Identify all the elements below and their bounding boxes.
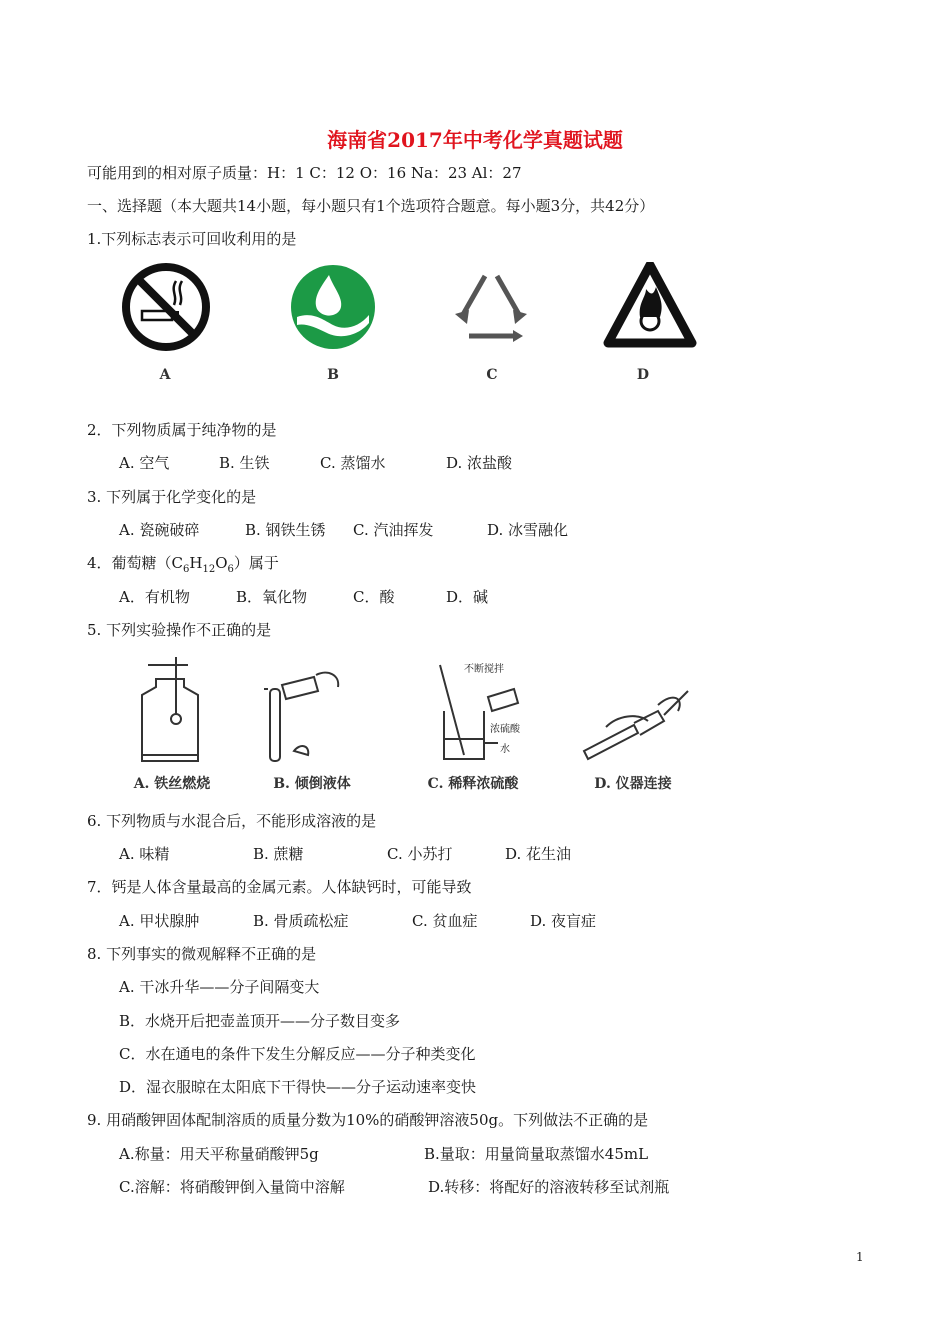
q5-label-c: C. 稀释浓硫酸 [427, 776, 519, 792]
water-saving-sign-icon [291, 265, 375, 349]
q4-stem-post: ）属于 [233, 554, 279, 572]
q8-option-b: B．水烧开后把壶盖顶开——分子数目变多 [119, 1012, 401, 1030]
q4-sub-o: 6 [227, 564, 234, 575]
question-6-stem: 6. 下列物质与水混合后，不能形成溶液的是 [87, 812, 377, 830]
oxidizer-warning-sign-icon [608, 265, 692, 343]
q5-label-a: A. 铁丝燃烧 [133, 776, 211, 792]
q5-label-b: B. 倾倒液体 [273, 776, 351, 792]
question-4-stem [87, 553, 279, 580]
q9-option-b: B.量取：用量筒量取蒸馏水45mL [424, 1145, 649, 1163]
page-title: 海南省2017年中考化学真题试题 [327, 128, 623, 152]
q4-option-b: B．氧化物 [236, 588, 308, 606]
q6-option-d: D. 花生油 [505, 845, 572, 863]
q6-option-b: B. 蔗糖 [253, 845, 304, 863]
q7-option-b: B. 骨质疏松症 [253, 912, 349, 930]
q6-option-a: A. 味精 [119, 845, 170, 863]
gas-jar-icon [142, 657, 198, 761]
section-heading: 一、选择题（本大题共14小题，每小题只有1个选项符合题意。每小题3分，共42分） [87, 197, 655, 215]
q9-option-c: C.溶解：将硝酸钾倒入量筒中溶解 [119, 1178, 345, 1196]
recycling-sign-icon [455, 276, 527, 342]
q8-option-d: D．湿衣服晾在太阳底下干得快——分子运动速率变快 [119, 1078, 477, 1096]
q5-lab-figure [118, 655, 708, 770]
q8-option-c: C．水在通电的条件下发生分解反应——分子种类变化 [119, 1045, 476, 1063]
q3-option-c: C. 汽油挥发 [353, 521, 434, 539]
q5-annotation-acid: 浓硫酸 [490, 724, 520, 735]
q4-option-c: C．酸 [353, 588, 395, 606]
q1-signs-figure [118, 262, 718, 357]
atomic-masses: 可能用到的相对原子质量：H：1 C：12 O：16 Na：23 Al：27 [87, 164, 522, 182]
q5-annotation-stir: 不断搅拌 [464, 664, 504, 675]
q4-option-d: D．碱 [446, 588, 489, 606]
q1-label-b: B [327, 367, 339, 383]
q5-label-d: D. 仪器连接 [594, 776, 672, 792]
q4-stem-o: O [215, 554, 228, 572]
q6-option-c: C. 小苏打 [387, 845, 453, 863]
pouring-liquid-icon [264, 673, 338, 761]
q3-option-b: B. 钢铁生锈 [245, 521, 326, 539]
q5-annotation-water: 水 [500, 744, 510, 755]
q7-option-c: C. 贫血症 [412, 912, 478, 930]
q2-option-c: C. 蒸馏水 [320, 454, 386, 472]
q4-stem-h: H [189, 554, 203, 572]
q4-stem-pre: 4．葡萄糖（C [87, 554, 184, 572]
q3-option-d: D. 冰雪融化 [487, 521, 569, 539]
question-8-stem: 8. 下列事实的微观解释不正确的是 [87, 945, 317, 963]
q4-sub-c: 6 [183, 564, 190, 575]
q4-sub-h: 12 [202, 564, 216, 575]
question-5-stem: 5. 下列实验操作不正确的是 [87, 621, 272, 639]
q9-option-a: A.称量：用天平称量硝酸钾5g [119, 1145, 319, 1163]
q7-option-d: D. 夜盲症 [530, 912, 597, 930]
no-smoking-sign-icon [126, 267, 206, 347]
q3-option-a: A. 瓷碗破碎 [119, 521, 200, 539]
question-9-stem: 9. 用硝酸钾固体配制溶质的质量分数为10%的硝酸钾溶液50g。下列做法不正确的是 [87, 1111, 649, 1129]
q4-option-a: A．有机物 [119, 588, 190, 606]
q1-label-c: C [486, 367, 498, 383]
q8-option-a: A. 干冰升华——分子间隔变大 [119, 978, 320, 996]
q2-option-a: A. 空气 [119, 454, 170, 472]
question-2-stem: 2．下列物质属于纯净物的是 [87, 421, 277, 439]
question-7-stem: 7．钙是人体含量最高的金属元素。人体缺钙时，可能导致 [87, 878, 472, 896]
question-3-stem: 3. 下列属于化学变化的是 [87, 488, 257, 506]
page-number: 1 [856, 1250, 864, 1264]
connecting-apparatus-icon [584, 691, 688, 759]
q7-option-a: A. 甲状腺肿 [119, 912, 200, 930]
q1-label-d: D [636, 367, 650, 383]
q2-option-d: D. 浓盐酸 [446, 454, 513, 472]
q2-option-b: B. 生铁 [219, 454, 270, 472]
q9-option-d: D.转移：将配好的溶液转移至试剂瓶 [428, 1178, 670, 1196]
question-1-stem: 1.下列标志表示可回收利用的是 [87, 230, 297, 248]
q1-label-a: A [159, 367, 171, 383]
